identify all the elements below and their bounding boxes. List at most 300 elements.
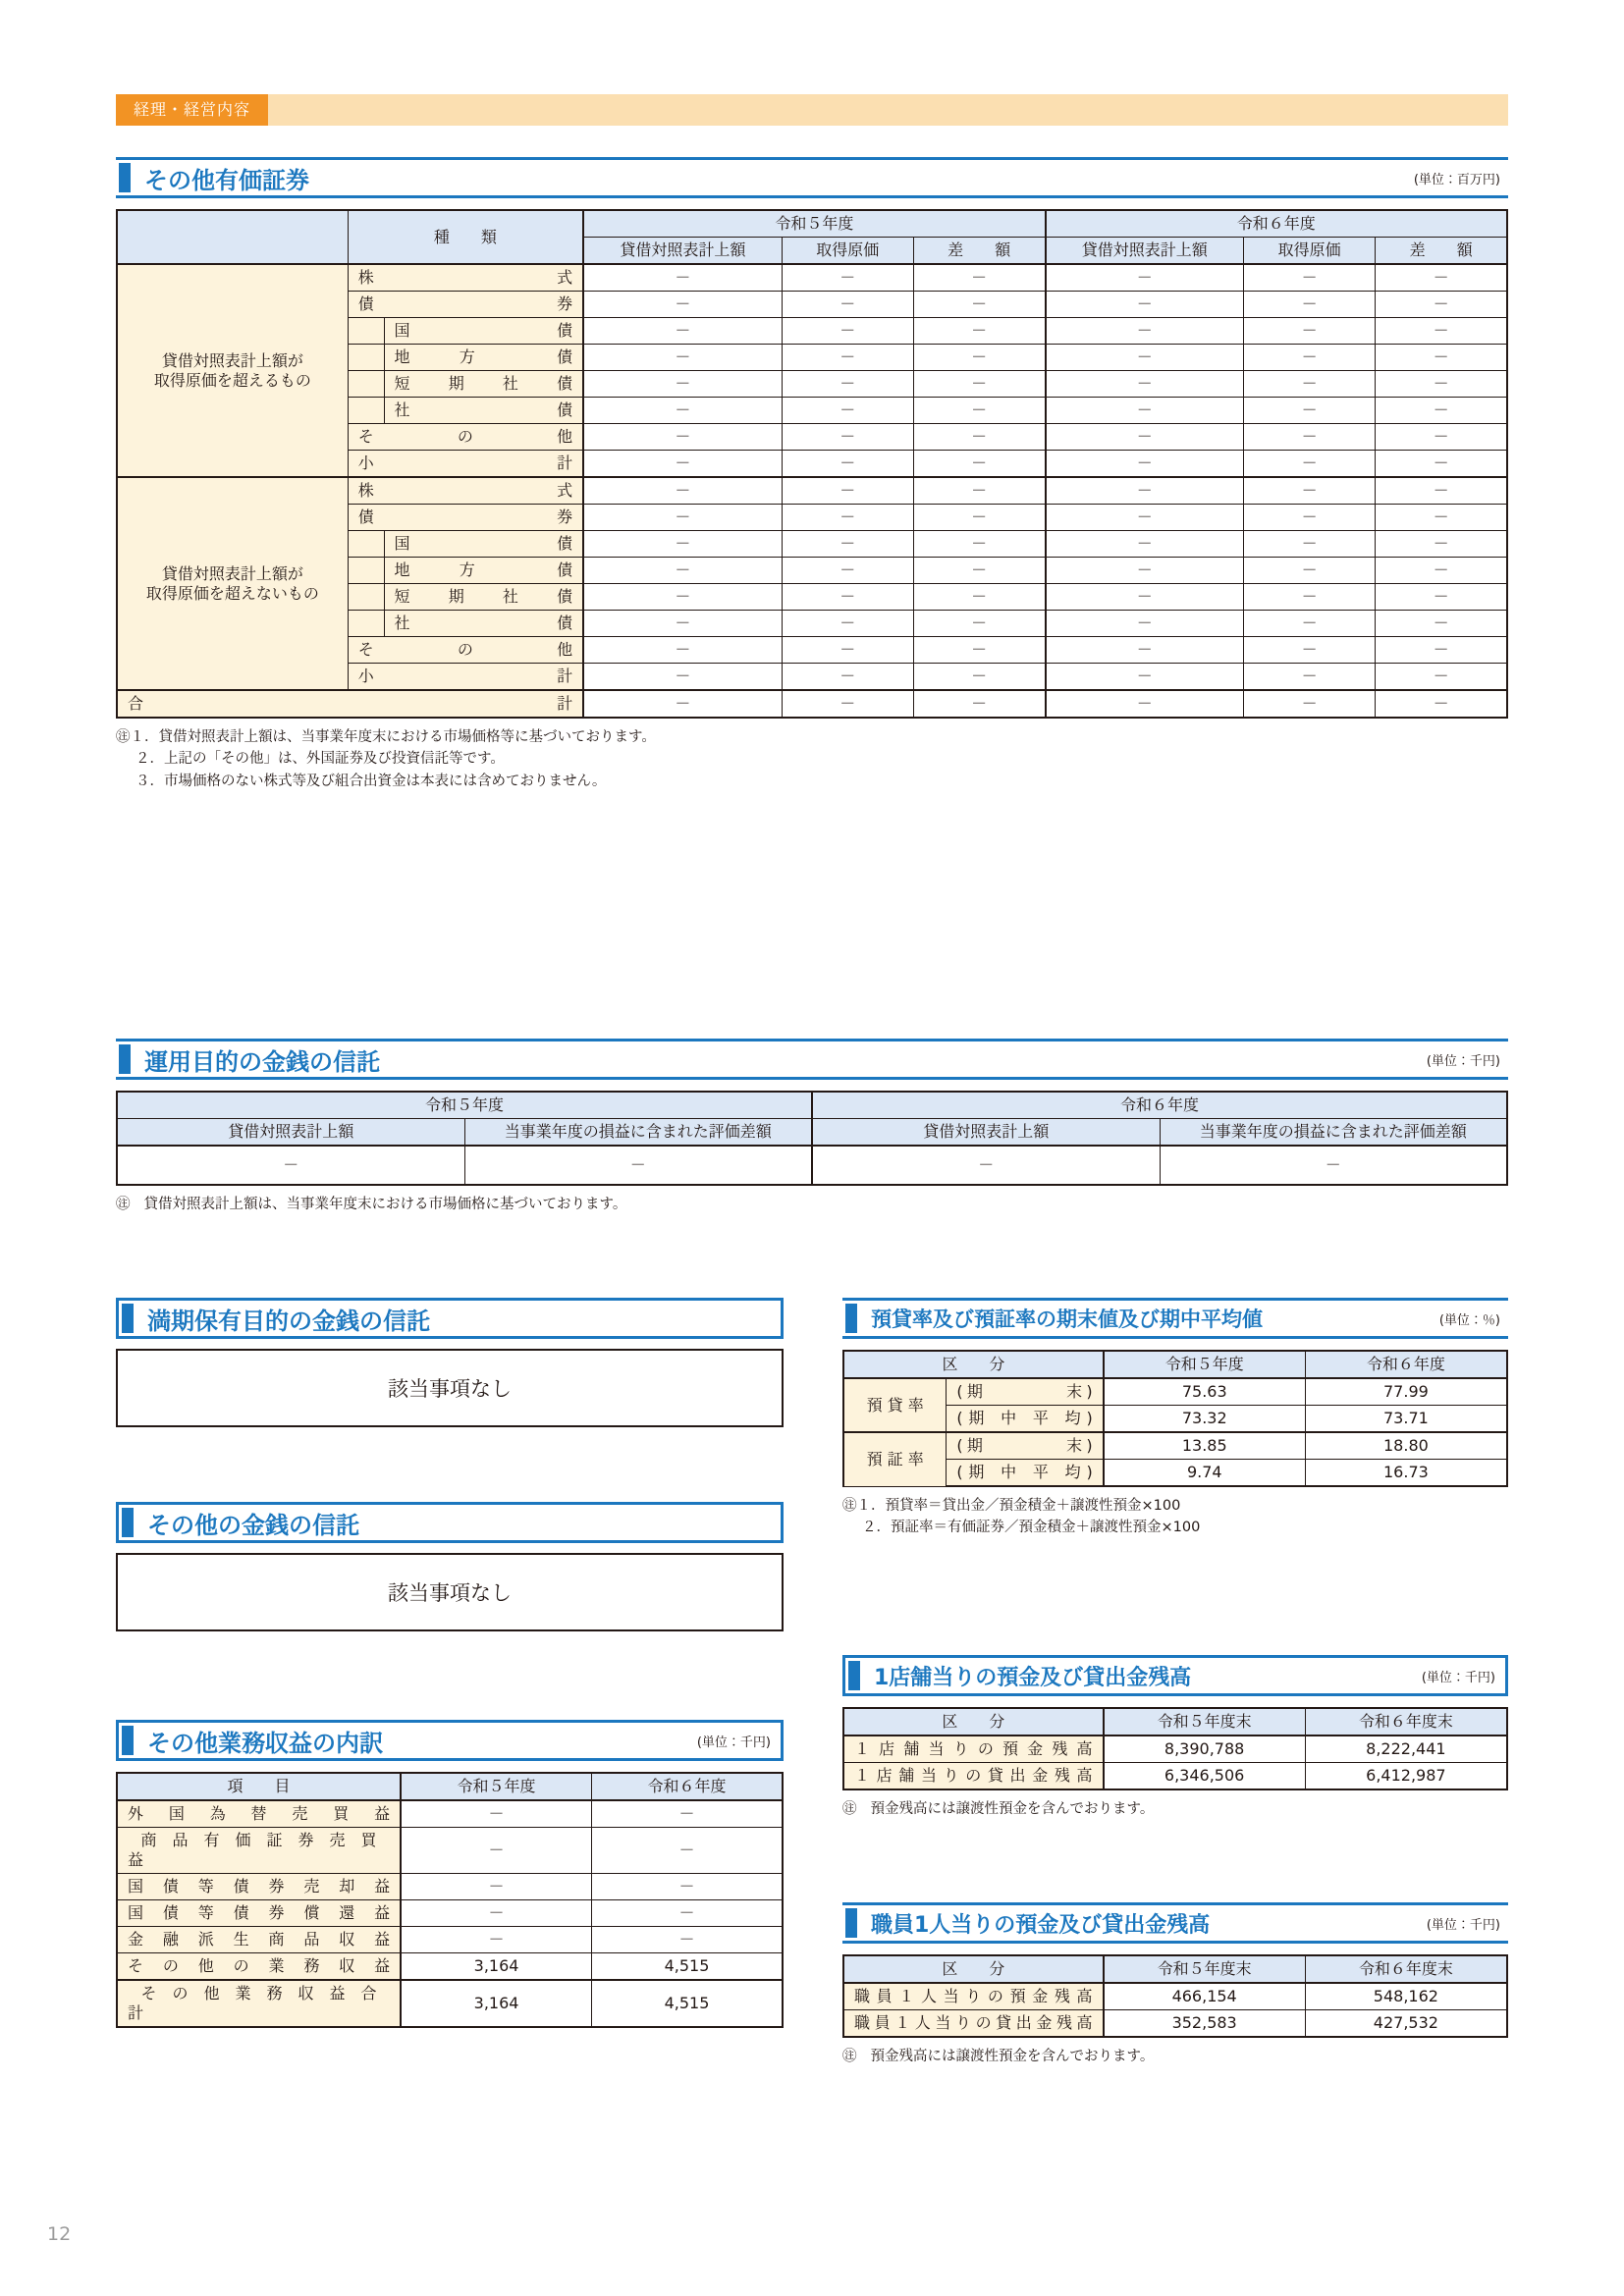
head-year-curr: 令和６年度末 xyxy=(1305,1708,1507,1735)
table-head-row xyxy=(843,1351,1507,1378)
row-kind: 短 期 社 債 xyxy=(384,371,583,398)
cell-value: 352,583 xyxy=(1104,2010,1306,2038)
head-diff-curr: 差 額 xyxy=(1376,238,1507,265)
note-text: 市場価格のない株式等及び組合出資金は本表には含めておりません。 xyxy=(164,773,607,789)
table-row xyxy=(843,1983,1507,2010)
note-mark: ㊟１． xyxy=(116,729,159,745)
cell-value: 8,390,788 xyxy=(1104,1735,1306,1763)
cell-value: － xyxy=(1243,477,1375,505)
head-diff-prev: 差 額 xyxy=(913,238,1045,265)
cell-value: － xyxy=(782,451,913,478)
cell-value: － xyxy=(1376,451,1507,478)
row-label: (期 中 平 均) xyxy=(947,1406,1104,1433)
cell-value: － xyxy=(1046,584,1244,611)
category-label: 経理・経営内容 xyxy=(116,94,268,126)
head-bs-amount-prev: 貸借対照表計上額 xyxy=(583,238,782,265)
group-label-securities-ratio: 預 証 率 xyxy=(843,1432,947,1486)
cell-value: － xyxy=(592,1927,783,1953)
note-item xyxy=(842,1798,1508,1820)
row-label: 国 債 等 債 券 償 還 益 xyxy=(117,1900,401,1927)
section-title: 職員1人当りの預金及び貸出金残高 xyxy=(871,1912,1211,1938)
row-label: 職員１人当りの預金残高 xyxy=(843,1983,1104,2010)
cell-value: － xyxy=(1243,505,1375,531)
head-bs-amount-curr: 貸借対照表計上額 xyxy=(1046,238,1244,265)
cell-value: － xyxy=(583,531,782,558)
cell-value: － xyxy=(1243,451,1375,478)
head-kind: 種 類 xyxy=(348,210,583,264)
section-title: その他業務収益の内訳 xyxy=(147,1729,383,1757)
note-item xyxy=(116,726,1508,748)
cell-value: － xyxy=(1046,318,1244,345)
note-text: 上記の「その他」は、外国証券及び投資信託等です。 xyxy=(164,751,505,768)
row-kind: 国 債 xyxy=(384,318,583,345)
cell-value: － xyxy=(1376,690,1507,718)
cell-value: － xyxy=(464,1146,812,1185)
section-deposit-loan-ratio xyxy=(842,1298,1508,1539)
group-label-under-line1: 貸借対照表計上額が xyxy=(161,563,303,583)
ratio-notes xyxy=(842,1495,1508,1539)
cell-value: － xyxy=(583,637,782,664)
cell-value: － xyxy=(782,611,913,637)
row-label: 外 国 為 替 売 買 益 xyxy=(117,1800,401,1828)
table-row xyxy=(843,2010,1507,2038)
total-label-left: 合 xyxy=(128,694,558,713)
section-unit: (単位：千円) xyxy=(696,1735,771,1750)
cell-value: － xyxy=(592,1874,783,1900)
cell-value: 73.71 xyxy=(1305,1406,1507,1433)
table-row xyxy=(117,264,1507,292)
page-number: 12 xyxy=(47,2223,72,2245)
table-row xyxy=(117,1874,783,1900)
table-total-row xyxy=(117,690,1507,718)
cell-value: 13.85 xyxy=(1104,1432,1306,1460)
cell-value: 4,515 xyxy=(592,1953,783,1981)
head-category: 区 分 xyxy=(843,1955,1104,1983)
section-per-branch xyxy=(842,1655,1508,1820)
cell-value: 6,346,506 xyxy=(1104,1763,1306,1790)
row-kind: 株 式 xyxy=(348,264,583,292)
row-label: １店舗当りの預金残高 xyxy=(843,1735,1104,1763)
table-row xyxy=(117,1146,1507,1185)
cell-value: － xyxy=(1160,1146,1507,1185)
group-label-over-line1: 貸借対照表計上額が xyxy=(161,350,303,370)
cell-value: 77.99 xyxy=(1305,1378,1507,1406)
row-label: そ の 他 の 業 務 収 益 xyxy=(117,1953,401,1981)
head-year-curr: 令和６年度 xyxy=(1046,210,1507,238)
section-unit: (単位：百万円) xyxy=(1413,172,1500,187)
row-kind: 社 債 xyxy=(384,398,583,424)
cell-value: － xyxy=(782,690,913,718)
head-year-prev: 令和５年度 xyxy=(401,1773,591,1800)
note-text: 貸借対照表計上額は、当事業年度末における市場価格等に基づいております。 xyxy=(158,729,656,745)
cell-value: － xyxy=(1376,424,1507,451)
total-label xyxy=(117,690,583,718)
cell-value: 75.63 xyxy=(1104,1378,1306,1406)
total-value-prev: 3,164 xyxy=(401,1980,591,2027)
cell-value: 8,222,441 xyxy=(1305,1735,1507,1763)
cell-value: － xyxy=(1243,637,1375,664)
row-kind: 株 式 xyxy=(348,477,583,505)
note-mark: ㊟ xyxy=(116,1197,131,1212)
head-blank xyxy=(117,210,348,264)
cell-value: － xyxy=(782,318,913,345)
head-year-prev: 令和５年度 xyxy=(1104,1351,1306,1378)
cell-value: － xyxy=(913,398,1045,424)
cell-value: － xyxy=(1046,371,1244,398)
group-label-under xyxy=(117,477,348,690)
cell-value: － xyxy=(583,558,782,584)
cell-value: － xyxy=(782,531,913,558)
cell-value: － xyxy=(812,1146,1160,1185)
table-row xyxy=(843,1735,1507,1763)
table-head-row-1 xyxy=(117,210,1507,238)
cell-value: － xyxy=(782,345,913,371)
note-item xyxy=(116,1194,1508,1215)
cell-value: － xyxy=(592,1828,783,1874)
cell-value: － xyxy=(117,1146,464,1185)
table-row xyxy=(843,1432,1507,1460)
cell-value: － xyxy=(782,424,913,451)
cell-value: － xyxy=(1046,690,1244,718)
section-header-per-branch xyxy=(842,1655,1508,1696)
section-title: その他の金銭の信託 xyxy=(147,1511,359,1539)
cell-value: 16.73 xyxy=(1305,1460,1507,1487)
cell-value: － xyxy=(1046,558,1244,584)
table-row xyxy=(117,1900,783,1927)
note-mark: ㊟ xyxy=(842,2049,857,2064)
cell-value: － xyxy=(913,345,1045,371)
head-category: 区 分 xyxy=(843,1708,1104,1735)
table-total-row xyxy=(117,1980,783,2027)
section-header-per-staff xyxy=(842,1902,1508,1944)
row-label: (期 末) xyxy=(947,1432,1104,1460)
row-kind: 短 期 社 債 xyxy=(384,584,583,611)
cell-value: － xyxy=(583,584,782,611)
cell-value: － xyxy=(1243,264,1375,292)
cell-value: － xyxy=(1046,264,1244,292)
row-kind: 債 券 xyxy=(348,505,583,531)
table-head-row-1 xyxy=(117,1092,1507,1119)
cell-value: － xyxy=(782,477,913,505)
section-title: その他有価証券 xyxy=(144,166,309,194)
cell-value: － xyxy=(1243,690,1375,718)
section-header-other-securities xyxy=(116,157,1508,198)
cell-value: － xyxy=(1376,292,1507,318)
cell-value: － xyxy=(913,531,1045,558)
row-label: 商 品 有 価 証 券 売 買 益 xyxy=(117,1828,401,1874)
other-securities-notes xyxy=(116,726,1508,792)
section-trust-held-to-maturity xyxy=(116,1298,784,1427)
section-unit: (単位：千円) xyxy=(1426,1917,1500,1933)
cell-value: － xyxy=(1046,424,1244,451)
group-label-under-line2: 取得原価を超えないもの xyxy=(145,583,319,603)
cell-value: － xyxy=(913,264,1045,292)
cell-value: 548,162 xyxy=(1305,1983,1507,2010)
table-row xyxy=(843,1378,1507,1406)
cell-value: － xyxy=(913,477,1045,505)
row-label: 職員１人当りの貸出金残高 xyxy=(843,2010,1104,2038)
cell-value: － xyxy=(1376,611,1507,637)
head-cost-curr: 取得原価 xyxy=(1243,238,1375,265)
cell-value: 466,154 xyxy=(1104,1983,1306,2010)
cell-value: － xyxy=(1376,584,1507,611)
trust-management-notes xyxy=(116,1194,1508,1215)
per-staff-note xyxy=(842,2046,1508,2067)
cell-value: － xyxy=(913,611,1045,637)
cell-value: － xyxy=(1046,477,1244,505)
table-row xyxy=(117,1828,783,1874)
cell-value: － xyxy=(1046,398,1244,424)
cell-value: － xyxy=(782,664,913,691)
cell-value: － xyxy=(913,690,1045,718)
section-unit: (単位：千円) xyxy=(1421,1670,1495,1685)
cell-value: － xyxy=(583,264,782,292)
section-header-trust-held xyxy=(116,1298,784,1339)
cell-value: － xyxy=(401,1874,591,1900)
section-trust-other xyxy=(116,1502,784,1631)
per-branch-table xyxy=(842,1707,1508,1790)
deposit-loan-ratio-table xyxy=(842,1350,1508,1487)
row-kind: 地 方 債 xyxy=(384,345,583,371)
cell-value: － xyxy=(1243,531,1375,558)
cell-value: － xyxy=(1046,345,1244,371)
cell-value: － xyxy=(583,505,782,531)
note-item xyxy=(116,748,1508,770)
cell-value: － xyxy=(913,424,1045,451)
section-title: 運用目的の金銭の信託 xyxy=(144,1047,380,1076)
note-text: 預金残高には譲渡性預金を含んでおります。 xyxy=(870,2049,1155,2064)
accent-tick xyxy=(122,1304,134,1333)
row-label: 国 債 等 債 券 売 却 益 xyxy=(117,1874,401,1900)
cell-value: － xyxy=(1046,664,1244,691)
row-label: １店舗当りの貸出金残高 xyxy=(843,1763,1104,1790)
cell-value: 9.74 xyxy=(1104,1460,1306,1487)
row-kind: 社 債 xyxy=(384,611,583,637)
cell-value: － xyxy=(401,1828,591,1874)
head-item: 項 目 xyxy=(117,1773,401,1800)
cell-value: － xyxy=(1243,371,1375,398)
cell-value: － xyxy=(1376,318,1507,345)
per-branch-note xyxy=(842,1798,1508,1820)
note-item xyxy=(842,1495,1508,1517)
row-kind: そ の 他 xyxy=(348,424,583,451)
cell-value: － xyxy=(583,345,782,371)
cell-value: 73.32 xyxy=(1104,1406,1306,1433)
cell-value: － xyxy=(782,505,913,531)
cell-value: － xyxy=(782,292,913,318)
head-year-curr: 令和６年度 xyxy=(592,1773,783,1800)
cell-value: － xyxy=(1243,611,1375,637)
total-value-curr: 4,515 xyxy=(592,1980,783,2027)
cell-value: － xyxy=(782,264,913,292)
cell-value: － xyxy=(1243,292,1375,318)
cell-value: － xyxy=(913,637,1045,664)
cell-value: － xyxy=(1376,505,1507,531)
row-kind: 国 債 xyxy=(384,531,583,558)
head-valdiff-prev: 当事業年度の損益に含まれた評価差額 xyxy=(464,1119,812,1147)
cell-value: － xyxy=(583,318,782,345)
section-unit: (単位：千円) xyxy=(1426,1053,1500,1069)
cell-value: － xyxy=(1243,584,1375,611)
cell-value: － xyxy=(583,398,782,424)
section-title: 1店舗当りの預金及び貸出金残高 xyxy=(874,1665,1192,1690)
cell-value: － xyxy=(1243,664,1375,691)
section-header-trust-other xyxy=(116,1502,784,1543)
head-cost-prev: 取得原価 xyxy=(782,238,913,265)
per-staff-table xyxy=(842,1954,1508,2038)
cell-value: － xyxy=(583,451,782,478)
cell-value: 6,412,987 xyxy=(1305,1763,1507,1790)
table-row xyxy=(117,1800,783,1828)
total-label-right: 計 xyxy=(557,694,573,713)
note-item xyxy=(842,2046,1508,2067)
table-head-row xyxy=(843,1708,1507,1735)
head-year-prev: 令和５年度 xyxy=(117,1092,812,1119)
note-mark: ㊟ xyxy=(842,1801,857,1817)
cell-value: － xyxy=(1376,264,1507,292)
row-label: (期 中 平 均) xyxy=(947,1460,1104,1487)
cell-value: － xyxy=(583,371,782,398)
section-header-trust-management xyxy=(116,1039,1508,1080)
table-row xyxy=(117,1927,783,1953)
cell-value: － xyxy=(913,451,1045,478)
section-other-operating-income xyxy=(116,1720,784,2028)
cell-value: － xyxy=(592,1900,783,1927)
cell-value: － xyxy=(401,1800,591,1828)
other-income-table xyxy=(116,1772,784,2028)
accent-tick xyxy=(122,1726,134,1755)
table-row xyxy=(117,1953,783,1981)
table-row xyxy=(117,477,1507,505)
cell-value: － xyxy=(913,292,1045,318)
cell-value: － xyxy=(583,477,782,505)
row-kind: そ の 他 xyxy=(348,637,583,664)
cell-value: － xyxy=(782,398,913,424)
cell-value: － xyxy=(1046,505,1244,531)
cell-value: － xyxy=(782,637,913,664)
cell-value: － xyxy=(1046,637,1244,664)
head-year-curr: 令和６年度末 xyxy=(1305,1955,1507,1983)
head-bs-prev: 貸借対照表計上額 xyxy=(117,1119,464,1147)
group-label-over-line2: 取得原価を超えるもの xyxy=(153,370,311,390)
row-label: 金 融 派 生 商 品 収 益 xyxy=(117,1927,401,1953)
section-trust-for-management xyxy=(116,1039,1508,1215)
category-bar xyxy=(116,94,1508,126)
head-year-curr: 令和６年度 xyxy=(812,1092,1507,1119)
cell-value: － xyxy=(592,1800,783,1828)
group-label-over xyxy=(117,264,348,477)
cell-value: － xyxy=(782,371,913,398)
row-kind: 債 券 xyxy=(348,292,583,318)
section-header-ratios xyxy=(842,1298,1508,1339)
no-applicable-text: 該当事項なし xyxy=(388,1581,512,1605)
accent-tick xyxy=(845,1908,857,1938)
cell-value: － xyxy=(1046,531,1244,558)
cell-value: － xyxy=(583,664,782,691)
head-year-curr: 令和６年度 xyxy=(1305,1351,1507,1378)
head-year-prev: 令和５年度 xyxy=(583,210,1045,238)
note-text: 預貸率＝貸出金／預金積金＋譲渡性預金×100 xyxy=(885,1498,1181,1514)
cell-value: － xyxy=(913,371,1045,398)
table-head-row xyxy=(843,1955,1507,1983)
cell-value: － xyxy=(913,558,1045,584)
table-head-row-2 xyxy=(117,1119,1507,1147)
cell-value: － xyxy=(913,318,1045,345)
note-mark: ㊟１． xyxy=(842,1498,886,1514)
accent-tick xyxy=(122,1508,134,1537)
row-label: (期 末) xyxy=(947,1378,1104,1406)
cell-value: － xyxy=(913,505,1045,531)
cell-value: － xyxy=(1376,398,1507,424)
note-item xyxy=(116,771,1508,792)
cell-value: － xyxy=(1243,558,1375,584)
section-header-other-income xyxy=(116,1720,784,1761)
accent-tick xyxy=(119,1044,131,1074)
cell-value: － xyxy=(1243,398,1375,424)
cell-value: － xyxy=(583,690,782,718)
cell-value: － xyxy=(1376,345,1507,371)
note-mark: ３． xyxy=(135,773,164,789)
cell-value: － xyxy=(1243,424,1375,451)
cell-value: － xyxy=(1376,637,1507,664)
section-unit: (単位：％) xyxy=(1438,1312,1500,1328)
cell-value: － xyxy=(1243,345,1375,371)
section-other-securities xyxy=(116,157,1508,792)
cell-value: － xyxy=(401,1927,591,1953)
no-applicable-text: 該当事項なし xyxy=(388,1377,512,1401)
note-mark: ２． xyxy=(135,751,164,768)
accent-tick xyxy=(848,1661,860,1690)
cell-value: － xyxy=(1376,371,1507,398)
head-bs-curr: 貸借対照表計上額 xyxy=(812,1119,1160,1147)
cell-value: － xyxy=(583,292,782,318)
cell-value: － xyxy=(1376,558,1507,584)
head-year-prev: 令和５年度末 xyxy=(1104,1955,1306,1983)
cell-value: － xyxy=(782,584,913,611)
trust-management-table xyxy=(116,1091,1508,1186)
cell-value: － xyxy=(1376,477,1507,505)
row-kind: 地 方 債 xyxy=(384,558,583,584)
accent-tick xyxy=(845,1304,857,1333)
cell-value: － xyxy=(1376,531,1507,558)
note-text: 預証率＝有価証券／預金積金＋譲渡性預金×100 xyxy=(891,1520,1201,1536)
head-year-prev: 令和５年度末 xyxy=(1104,1708,1306,1735)
cell-value: － xyxy=(1046,292,1244,318)
cell-value: － xyxy=(1046,451,1244,478)
group-label-loan-ratio: 預 貸 率 xyxy=(843,1378,947,1432)
note-text: 預金残高には譲渡性預金を含んでおります。 xyxy=(870,1801,1155,1817)
cell-value: 18.80 xyxy=(1305,1432,1507,1460)
no-applicable-box-other xyxy=(116,1553,784,1631)
cell-value: － xyxy=(401,1900,591,1927)
cell-value: － xyxy=(782,558,913,584)
cell-value: － xyxy=(1046,611,1244,637)
cell-value: － xyxy=(1243,318,1375,345)
other-securities-table xyxy=(116,209,1508,719)
table-head-row xyxy=(117,1773,783,1800)
cell-value: － xyxy=(913,664,1045,691)
cell-value: － xyxy=(583,424,782,451)
note-text: 貸借対照表計上額は、当事業年度末における市場価格に基づいております。 xyxy=(143,1197,627,1212)
cell-value: 427,532 xyxy=(1305,2010,1507,2038)
head-category: 区 分 xyxy=(843,1351,1104,1378)
head-valdiff-curr: 当事業年度の損益に含まれた評価差額 xyxy=(1160,1119,1507,1147)
table-row xyxy=(843,1763,1507,1790)
cell-value: － xyxy=(583,611,782,637)
cell-value: － xyxy=(1376,664,1507,691)
row-kind: 小 計 xyxy=(348,451,583,478)
note-mark: ２． xyxy=(862,1520,891,1536)
